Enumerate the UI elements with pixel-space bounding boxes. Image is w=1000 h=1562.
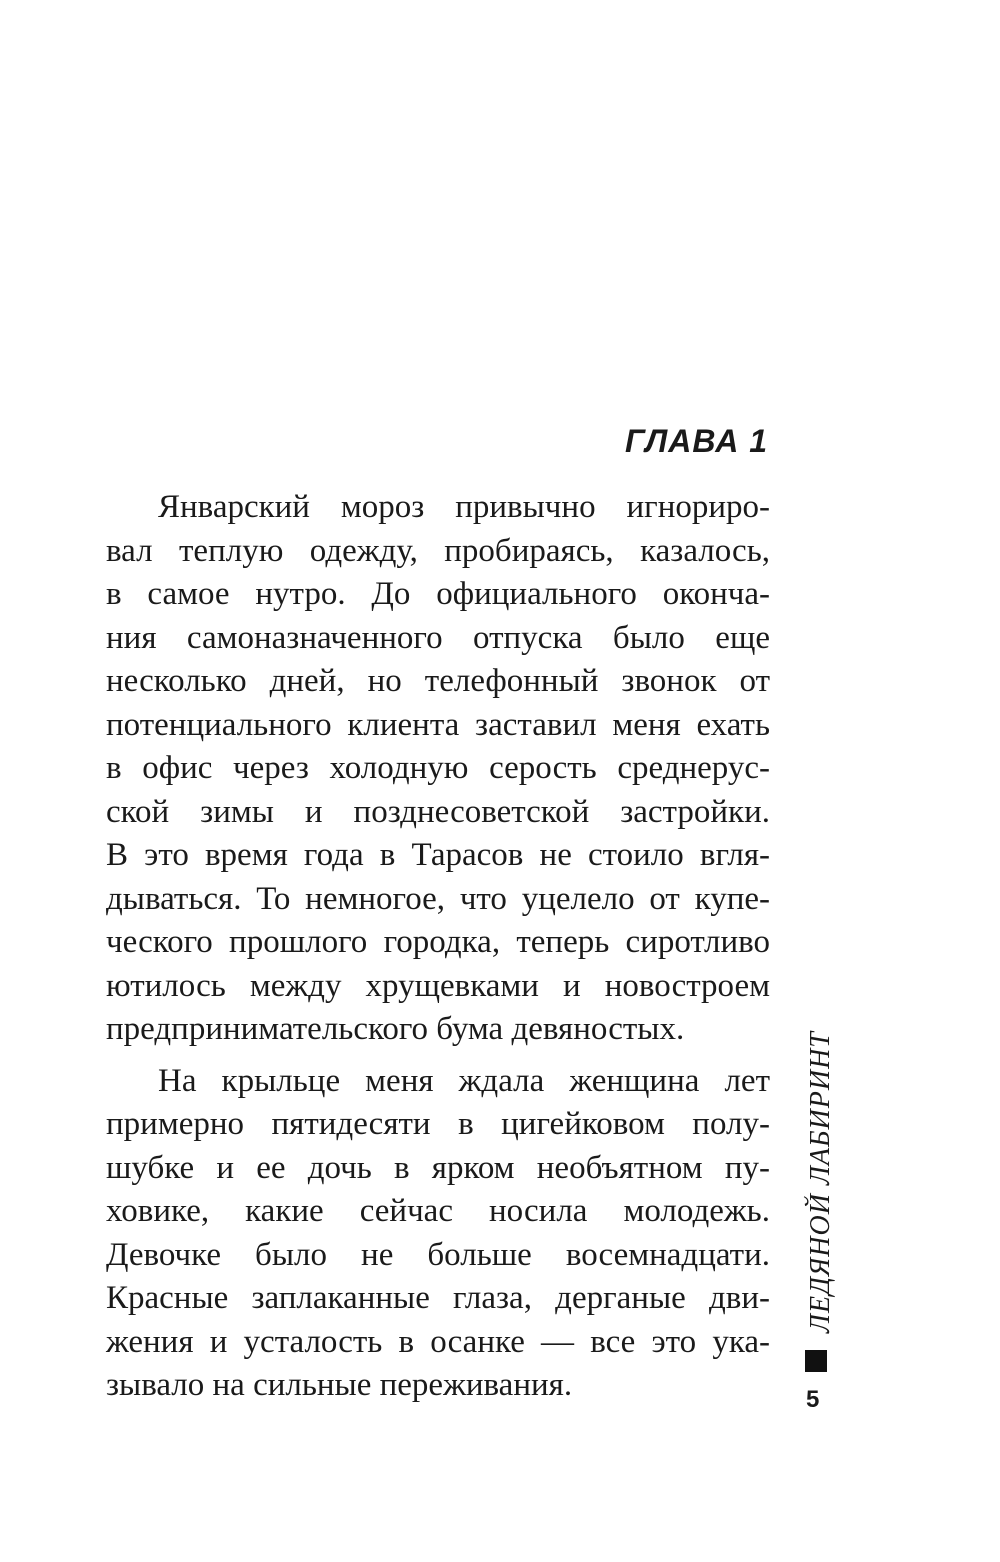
- text-line: шубке и ее дочь в ярком необъятном пу-: [106, 1149, 770, 1186]
- text-line: ютилось между хрущевками и новостроем: [106, 967, 770, 1004]
- text-line: в офис через холодную серость среднерус-: [106, 750, 770, 786]
- running-title: ЛЕДЯНОЙ ЛАБИРИНТ: [805, 1031, 836, 1333]
- text-line: Январский мороз привычно игнориро-: [158, 489, 770, 525]
- text-line: жения и усталость в осанке — все это ука-: [106, 1323, 770, 1360]
- text-line: предпринимательского бума девяностых.: [106, 1011, 685, 1047]
- square-marker-icon: [805, 1350, 827, 1372]
- text-line: в самое нутро. До официального оконча-: [106, 576, 770, 612]
- body-text: [106, 486, 770, 1408]
- text-line: Красные заплаканные глаза, дерганые дви-: [106, 1280, 770, 1316]
- page-number: 5: [806, 1386, 820, 1413]
- text-line: ской зимы и позднесоветской застройки.: [106, 793, 770, 830]
- text-line: дываться. То немногое, что уцелело от купе-: [106, 880, 770, 917]
- text-line: зывало на сильные переживания.: [106, 1367, 573, 1403]
- text-line: ния самоназначенного отпуска было еще: [106, 619, 770, 656]
- text-line: примерно пятидесяти в цигейковом полу-: [106, 1106, 770, 1142]
- text-line: На крыльце меня ждала женщина лет: [158, 1062, 770, 1099]
- text-line: ческого прошлого городка, теперь сиротливо: [106, 924, 770, 960]
- text-line: потенциального клиента заставил меня ехать: [106, 706, 770, 743]
- text-line: В это время года в Тарасов не стоило вгля-: [106, 837, 770, 873]
- text-line: ховике, какие сейчас носила молодежь.: [106, 1193, 770, 1229]
- text-line: вал теплую одежду, пробираясь, казалось,: [106, 532, 770, 569]
- text-line: Девочке было не больше восемнадцати.: [106, 1236, 770, 1273]
- text-line: несколько дней, но телефонный звонок от: [106, 663, 770, 699]
- chapter-heading: ГЛАВА 1: [625, 423, 768, 459]
